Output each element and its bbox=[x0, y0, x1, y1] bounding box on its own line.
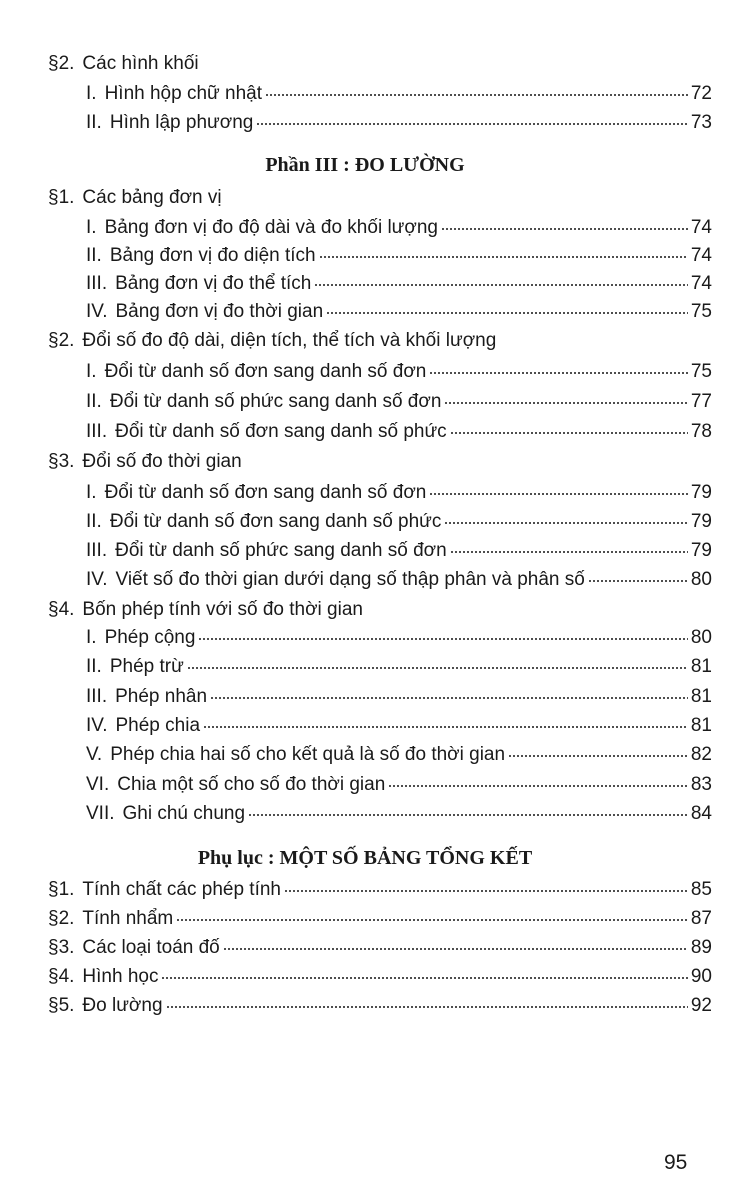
entry-number: I. bbox=[86, 482, 97, 503]
entry-page: 81 bbox=[690, 656, 712, 677]
dot-leader bbox=[450, 537, 688, 556]
toc-entry bbox=[86, 388, 712, 414]
section-title: Các hình khối bbox=[82, 53, 199, 74]
dot-leader bbox=[388, 771, 688, 790]
toc-entry bbox=[86, 741, 712, 767]
toc-entry bbox=[86, 109, 712, 135]
dot-leader bbox=[248, 800, 688, 819]
entry-number: II. bbox=[86, 656, 102, 677]
entry-number: II. bbox=[86, 511, 102, 532]
toc-section bbox=[48, 450, 242, 474]
entry-title: Phép trừ bbox=[109, 656, 184, 677]
entry-title: Hình học bbox=[82, 966, 159, 987]
entry-title: Bảng đơn vị đo thể tích bbox=[115, 273, 312, 294]
toc-entry bbox=[86, 298, 712, 324]
section-title: Các bảng đơn vị bbox=[82, 187, 222, 208]
entry-title: Phép chia hai số cho kết quả là số đo thời gian bbox=[110, 744, 506, 765]
entry-number: §3. bbox=[48, 937, 75, 958]
section-number: §2. bbox=[48, 330, 75, 351]
toc-entry bbox=[86, 683, 712, 709]
section-number: §4. bbox=[48, 599, 75, 620]
entry-title: Đổi từ danh số phức sang danh số đơn bbox=[109, 391, 442, 412]
dot-leader bbox=[441, 214, 688, 233]
dot-leader bbox=[187, 653, 688, 672]
section-title: Đổi số đo thời gian bbox=[82, 451, 242, 472]
entry-page: 80 bbox=[690, 627, 712, 648]
dot-leader bbox=[265, 80, 688, 99]
dot-leader bbox=[176, 905, 688, 924]
entry-number: VII. bbox=[86, 803, 115, 824]
entry-title: Hình lập phương bbox=[109, 112, 254, 133]
entry-number: VI. bbox=[86, 774, 110, 795]
entry-page: 75 bbox=[690, 361, 712, 382]
toc-section bbox=[48, 598, 363, 622]
toc-entry bbox=[48, 876, 712, 902]
entry-page: 77 bbox=[690, 391, 712, 412]
toc-entry bbox=[86, 653, 712, 679]
entry-page: 75 bbox=[690, 301, 712, 322]
dot-leader bbox=[223, 934, 688, 953]
entry-page: 78 bbox=[690, 421, 712, 442]
entry-title: Viết số đo thời gian dưới dạng số thập phân và phân số bbox=[115, 569, 585, 590]
appendix-heading: Phụ lục : MỘT SỐ BẢNG TỔNG KẾT bbox=[197, 847, 533, 869]
entry-number: §1. bbox=[48, 879, 75, 900]
entry-number: I. bbox=[86, 361, 97, 382]
entry-page: 79 bbox=[690, 482, 712, 503]
entry-title: Đổi từ danh số phức sang danh số đơn bbox=[115, 540, 447, 561]
toc-entry bbox=[86, 712, 712, 738]
entry-number: IV. bbox=[86, 715, 108, 736]
entry-number: IV. bbox=[86, 569, 108, 590]
toc-entry bbox=[48, 963, 712, 989]
toc-entry bbox=[86, 537, 712, 563]
dot-leader bbox=[210, 683, 688, 702]
entry-number: I. bbox=[86, 627, 97, 648]
entry-number: III. bbox=[86, 273, 108, 294]
toc-entry bbox=[86, 214, 712, 240]
toc-section bbox=[48, 186, 222, 210]
entry-number: §2. bbox=[48, 908, 75, 929]
entry-page: 81 bbox=[690, 686, 712, 707]
section-number: §3. bbox=[48, 451, 75, 472]
entry-number: §4. bbox=[48, 966, 75, 987]
dot-leader bbox=[284, 876, 688, 895]
entry-page: 73 bbox=[690, 112, 712, 133]
entry-title: Phép chia bbox=[115, 715, 201, 736]
entry-number: III. bbox=[86, 540, 108, 561]
entry-number: III. bbox=[86, 421, 108, 442]
toc-entry bbox=[86, 270, 712, 296]
toc-entry bbox=[86, 624, 712, 650]
section-number: §2. bbox=[48, 53, 75, 74]
section-title: Bốn phép tính với số đo thời gian bbox=[82, 599, 363, 620]
entry-page: 74 bbox=[690, 273, 712, 294]
entry-number: III. bbox=[86, 686, 108, 707]
toc-entry bbox=[86, 566, 712, 592]
entry-page: 72 bbox=[690, 83, 712, 104]
dot-leader bbox=[319, 242, 688, 261]
toc-entry bbox=[86, 771, 712, 797]
toc-entry bbox=[86, 800, 712, 826]
section-title: Đổi số đo độ dài, diện tích, thể tích và khối lượng bbox=[82, 330, 497, 351]
dot-leader bbox=[326, 298, 688, 317]
page-number: 95 bbox=[664, 1151, 688, 1174]
dot-leader bbox=[450, 418, 688, 437]
entry-title: Chia một số cho số đo thời gian bbox=[117, 774, 386, 795]
toc-section bbox=[48, 329, 496, 353]
toc-entry bbox=[86, 80, 712, 106]
entry-number: I. bbox=[86, 217, 97, 238]
toc-entry bbox=[86, 242, 712, 268]
part-heading: Phần III : ĐO LƯỜNG bbox=[265, 154, 465, 176]
entry-page: 87 bbox=[690, 908, 712, 929]
toc-entry bbox=[86, 508, 712, 534]
toc-entry bbox=[48, 934, 712, 960]
dot-leader bbox=[161, 963, 687, 982]
entry-page: 74 bbox=[690, 217, 712, 238]
entry-page: 80 bbox=[690, 569, 712, 590]
entry-page: 82 bbox=[690, 744, 712, 765]
dot-leader bbox=[444, 388, 687, 407]
dot-leader bbox=[429, 358, 688, 377]
entry-title: Đo lường bbox=[82, 995, 163, 1016]
entry-page: 89 bbox=[690, 937, 712, 958]
entry-title: Phép cộng bbox=[104, 627, 196, 648]
entry-page: 79 bbox=[690, 540, 712, 561]
toc-entry bbox=[48, 905, 712, 931]
dot-leader bbox=[198, 624, 687, 643]
entry-number: I. bbox=[86, 83, 97, 104]
dot-leader bbox=[588, 566, 688, 585]
entry-number: II. bbox=[86, 245, 102, 266]
dot-leader bbox=[429, 479, 688, 498]
entry-page: 85 bbox=[690, 879, 712, 900]
entry-page: 84 bbox=[690, 803, 712, 824]
dot-leader bbox=[444, 508, 687, 527]
entry-number: §5. bbox=[48, 995, 75, 1016]
toc-entry bbox=[86, 358, 712, 384]
entry-title: Đổi từ danh số đơn sang danh số phức bbox=[109, 511, 442, 532]
dot-leader bbox=[203, 712, 688, 731]
entry-number: V. bbox=[86, 744, 103, 765]
toc-entry bbox=[48, 992, 712, 1018]
entry-page: 81 bbox=[690, 715, 712, 736]
entry-page: 83 bbox=[690, 774, 712, 795]
entry-number: II. bbox=[86, 391, 102, 412]
entry-title: Tính nhẩm bbox=[82, 908, 174, 929]
entry-title: Đổi từ danh số đơn sang danh số phức bbox=[115, 421, 447, 442]
dot-leader bbox=[508, 741, 688, 760]
dot-leader bbox=[314, 270, 687, 289]
toc-entry bbox=[86, 479, 712, 505]
entry-title: Đổi từ danh số đơn sang danh số đơn bbox=[104, 361, 427, 382]
entry-title: Các loại toán đố bbox=[82, 937, 220, 958]
entry-page: 79 bbox=[690, 511, 712, 532]
entry-page: 90 bbox=[690, 966, 712, 987]
section-number: §1. bbox=[48, 187, 75, 208]
entry-title: Bảng đơn vị đo diện tích bbox=[109, 245, 316, 266]
entry-page: 92 bbox=[690, 995, 712, 1016]
entry-title: Đổi từ danh số đơn sang danh số đơn bbox=[104, 482, 427, 503]
toc-entry bbox=[86, 418, 712, 444]
dot-leader bbox=[256, 109, 688, 128]
entry-title: Hình hộp chữ nhật bbox=[104, 83, 262, 104]
entry-page: 74 bbox=[690, 245, 712, 266]
entry-number: IV. bbox=[86, 301, 108, 322]
entry-title: Ghi chú chung bbox=[122, 803, 246, 824]
dot-leader bbox=[166, 992, 688, 1011]
entry-number: II. bbox=[86, 112, 102, 133]
entry-title: Tính chất các phép tính bbox=[82, 879, 281, 900]
entry-title: Bảng đơn vị đo thời gian bbox=[115, 301, 324, 322]
entry-title: Bảng đơn vị đo độ dài và đo khối lượng bbox=[104, 217, 438, 238]
toc-section bbox=[48, 52, 199, 76]
entry-title: Phép nhân bbox=[115, 686, 208, 707]
